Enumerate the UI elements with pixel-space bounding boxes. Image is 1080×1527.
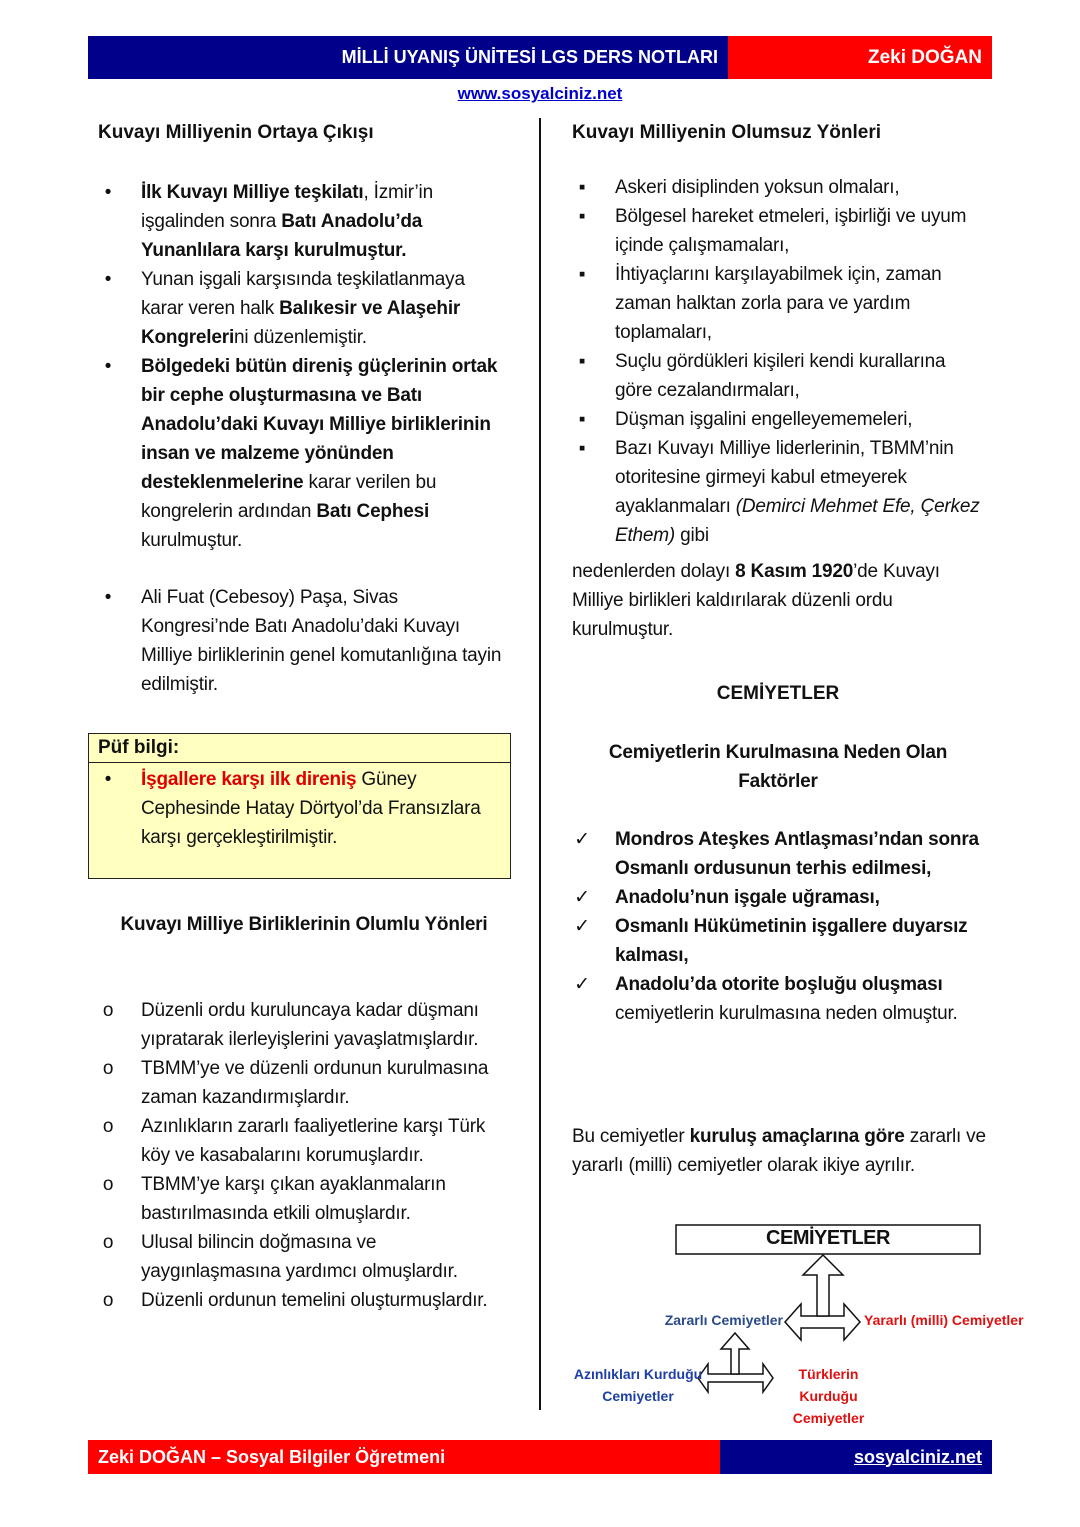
text-segment: Ulusal bilincin doğmasına ve yaygınlaşmasına yardımcı olmuşlardır. (141, 1232, 458, 1282)
section-heading-origin: Kuvayı Milliyenin Ortaya Çıkışı (98, 122, 374, 143)
factors-list (572, 825, 987, 1028)
diagram-minorities-label (572, 1363, 704, 1407)
list-item (572, 434, 987, 550)
author-name: Zeki DOĞAN (867, 46, 982, 68)
text-segment: Düzenli ordu kuruluncaya kadar düşmanı yıpratarak ilerleyişlerini yavaşlatmışlardır. (141, 1000, 479, 1050)
list-item (572, 825, 987, 883)
text-segment: Bölgedeki bütün direniş güçlerinin ortak bir cephe oluşturmasına ve Batı Anadolu’daki Kuvayı Milliye birliklerinin insan ve malzeme yönünden desteklenmelerine (141, 356, 498, 493)
circle-marker-icon: o (102, 1058, 114, 1079)
negative-list (572, 173, 987, 550)
footer-author-bar (88, 1440, 720, 1474)
up-arrow-bottom (721, 1333, 749, 1374)
square-marker-icon: ▪ (578, 438, 586, 459)
disband-paragraph (572, 557, 987, 644)
text-segment: Bu cemiyetler (572, 1126, 690, 1147)
list-item (572, 347, 987, 405)
text-segment: nedenlerden dolayı (572, 561, 736, 582)
text-segment: Balıkesir ve Alaşehir Kongreleri (141, 298, 461, 348)
text-segment: İlk Kuvayı Milliye teşkilatı (141, 182, 364, 203)
section-heading-positive: Kuvayı Milliye Birliklerinin Olumlu Yönleri (120, 914, 488, 935)
list-item (572, 970, 987, 1028)
list-item (572, 883, 987, 912)
document-title: MİLLİ UYANIŞ ÜNİTESİ LGS DERS NOTLARI (341, 47, 718, 67)
bullet-marker-icon: • (104, 587, 112, 608)
list-item (98, 1054, 510, 1112)
classification-paragraph (572, 1122, 987, 1180)
text-segment: Güney Cephesinde Hatay Dörtyol’da Fransızlara karşı gerçekleştirilmiştir. (141, 769, 481, 848)
diagram-minorities-line1: Azınlıkları Kurduğu (573, 1366, 703, 1382)
section-heading-factors: Cemiyetlerin Kurulmasına Neden Olan Faktörler (608, 742, 948, 792)
text-segment: Askeri disiplinden yoksun olmaları, (615, 177, 900, 198)
text-segment: Batı Cephesi (316, 501, 430, 522)
text-segment: Batı Anadolu’da Yunanlılara karşı kurulmuştur. (141, 211, 423, 261)
text-segment: kuruluş amaçlarına göre (689, 1126, 905, 1147)
text-segment: , İzmir’in işgalinden sonra (141, 182, 433, 232)
text-segment: Suçlu gördükleri kişileri kendi kurallarına göre cezalandırmaları, (615, 351, 946, 401)
tip-items (89, 765, 510, 852)
positive-list (98, 996, 510, 1315)
diagram-turks-line1: Türklerin Kurduğu (798, 1366, 859, 1404)
circle-marker-icon: o (102, 1290, 114, 1311)
header-title-bar (88, 36, 728, 79)
list-item (98, 1286, 510, 1315)
list-item (98, 265, 510, 352)
circle-marker-icon: o (102, 1000, 114, 1021)
tip-label: Püf bilgi: (89, 734, 510, 763)
check-marker-icon: ✓ (574, 916, 590, 937)
list-item (572, 260, 987, 347)
diagram-root-label: CEMİYETLER (766, 1227, 890, 1249)
section-heading-societies: CEMİYETLER (716, 683, 840, 704)
diagram-harmful-label: Zararlı Cemiyetler (664, 1312, 783, 1328)
diagram-turks-line2: Cemiyetler (792, 1410, 865, 1426)
square-marker-icon: ▪ (578, 351, 586, 372)
text-segment: kurulmuştur. (141, 530, 243, 551)
text-segment: cemiyetlerin kurulmasına neden olmuştur. (615, 1003, 958, 1024)
circle-marker-icon: o (102, 1174, 114, 1195)
list-item (98, 1228, 510, 1286)
text-segment: TBMM’ye karşı çıkan ayaklanmaların bastırılmasında etkili olmuşlardır. (141, 1174, 446, 1224)
list-item (98, 178, 510, 265)
list-item (572, 405, 987, 434)
circle-marker-icon: o (102, 1116, 114, 1137)
footer-site-link[interactable]: sosyalciniz.net (853, 1446, 982, 1467)
footer-author: Zeki DOĞAN – Sosyal Bilgiler Öğretmeni (98, 1446, 446, 1467)
diagram-turks-label (770, 1363, 887, 1429)
list-item (98, 996, 510, 1054)
square-marker-icon: ▪ (578, 206, 586, 227)
bullet-marker-icon: • (104, 269, 112, 290)
list-item (572, 202, 987, 260)
text-segment: Azınlıkların zararlı faaliyetlerine karşı Türk köy ve kasabalarını korumuşlardır. (141, 1116, 486, 1166)
check-marker-icon: ✓ (574, 829, 590, 850)
text-segment: Bölgesel hareket etmeleri, işbirliği ve uyum içinde çalışmamaları, (615, 206, 967, 256)
section-heading-negative: Kuvayı Milliyenin Olumsuz Yönleri (572, 122, 882, 143)
list-item (572, 912, 987, 970)
square-marker-icon: ▪ (578, 409, 586, 430)
text-segment: 8 Kasım 1920 (735, 561, 854, 582)
text-segment: Bazı Kuvayı Milliye liderlerinin, TBMM’nin otoritesine girmeyi kabul etmeyerek ayaklanmaları (615, 438, 954, 517)
column-divider (539, 118, 541, 1410)
bullet-marker-icon: • (104, 769, 112, 790)
text-segment: Ali Fuat (Cebesoy) Paşa, Sivas Kongresi’nde Batı Anadolu’daki Kuvayı Milliye birliklerinin genel komutanlığına tayin edilmiştir. (141, 587, 502, 695)
text-segment: Mondros Ateşkes Antlaşması’ndan sonra Osmanlı ordusunun terhis edilmesi, (615, 829, 979, 879)
text-segment: gibi (675, 525, 709, 546)
list-item (98, 765, 510, 852)
text-segment: Düzenli ordunun temelini oluşturmuşlardır. (141, 1290, 488, 1311)
check-marker-icon: ✓ (574, 974, 590, 995)
text-segment: Anadolu’da otorite boşluğu oluşması (615, 974, 943, 995)
text-segment: Osmanlı Hükümetinin işgallere duyarsız kalması, (615, 916, 968, 966)
text-segment: ni düzenlemiştir. (234, 327, 367, 348)
text-segment: ’de Kuvayı Milliye birlikleri kaldırılarak düzenli ordu kurulmuştur. (572, 561, 940, 640)
list-item (98, 1170, 510, 1228)
list-item (98, 352, 510, 555)
bullet-marker-icon: • (104, 182, 112, 203)
text-segment: zararlı ve yararlı (milli) cemiyetler olarak ikiye ayrılır. (572, 1126, 986, 1176)
square-marker-icon: ▪ (578, 264, 586, 285)
text-segment: Anadolu’nun işgale uğraması, (615, 887, 880, 908)
square-marker-icon: ▪ (578, 177, 586, 198)
text-segment: İhtiyaçlarını karşılayabilmek için, zaman zaman halktan zorla para ve yardım toplamaları, (615, 264, 942, 343)
text-segment: (Demirci Mehmet Efe, Çerkez Ethem) (615, 496, 980, 546)
footer-site-bar (720, 1440, 992, 1474)
text-segment: TBMM’ye ve düzenli ordunun kurulmasına zaman kazandırmışlardır. (141, 1058, 489, 1108)
list-item (572, 173, 987, 202)
bullet-marker-icon: • (104, 356, 112, 377)
website-link[interactable]: www.sosyalciniz.net (457, 84, 623, 103)
check-marker-icon: ✓ (574, 887, 590, 908)
text-segment: Düşman işgalini engelleyememeleri, (615, 409, 913, 430)
circle-marker-icon: o (102, 1232, 114, 1253)
origin-bullets (98, 178, 510, 555)
text-segment: karar verilen bu kongrelerin ardından (141, 472, 437, 522)
text-segment: İşgallere karşı ilk direniş (141, 769, 357, 790)
tip-box (88, 733, 511, 879)
text-segment: Yunan işgali karşısında teşkilatlanmaya karar veren halk (141, 269, 465, 319)
up-arrow-top (803, 1255, 843, 1316)
header-author-bar (728, 36, 992, 79)
diagram-minorities-line2: Cemiyetler (602, 1388, 674, 1404)
societies-diagram (570, 1215, 1024, 1426)
list-item (98, 583, 510, 699)
ali-fuat-bullet (98, 583, 510, 699)
list-item (98, 1112, 510, 1170)
diagram-useful-label: Yararlı (milli) Cemiyetler (864, 1312, 1024, 1328)
